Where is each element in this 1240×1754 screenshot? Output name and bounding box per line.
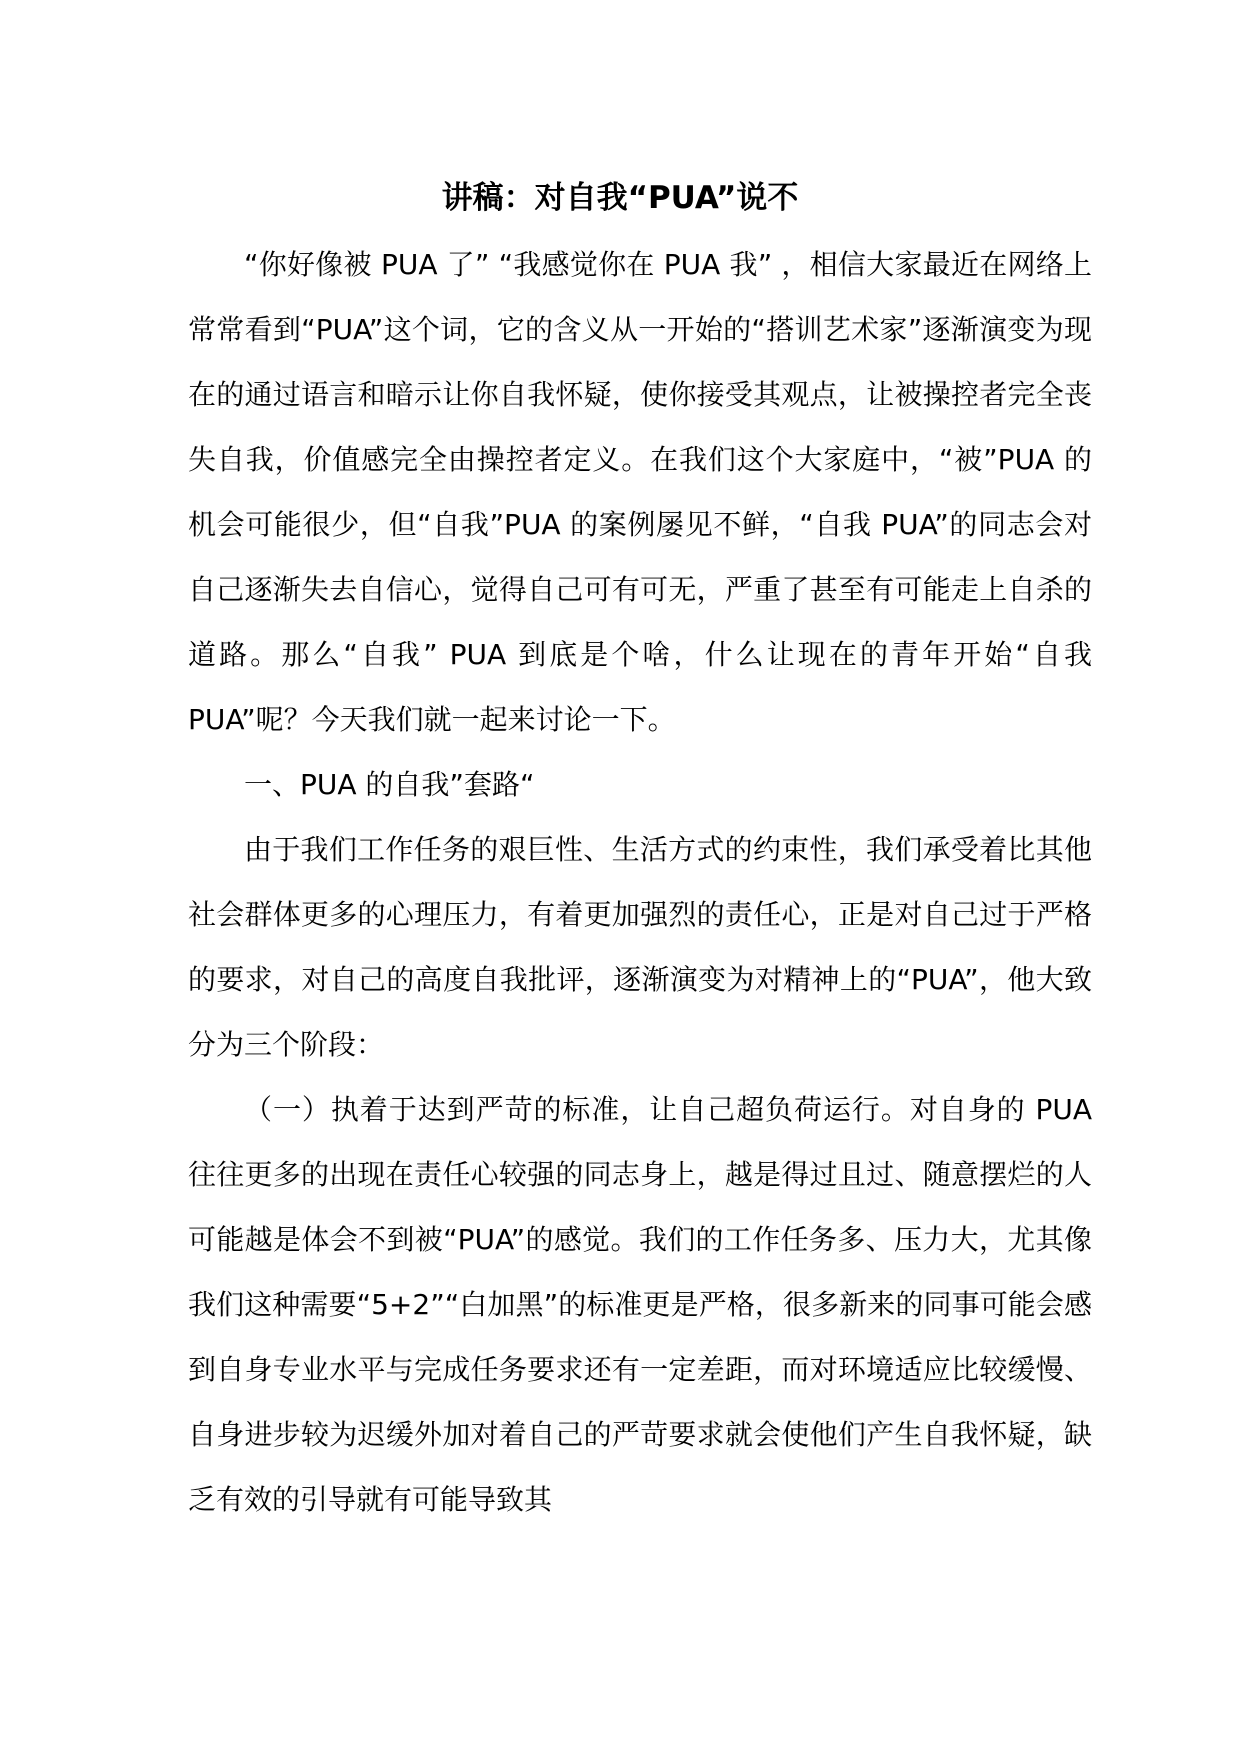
- document-body: [188, 232, 1092, 1532]
- paragraph-stage-1: （一）执着于达到严苛的标准，让自己超负荷运行。对自身的 PUA 往往更多的出现在责任心较强的同志身上，越是得过且过、随意摆烂的人可能越是体会不到被“PUA”的感觉。我们的工作任务多、压力大，尤其像我们这种需要“5+2”“白加黑”的标准更是严格，很多新来的同事可能会感到自身专业水平与完成任务要求还有一定差距，而对环境适应比较缓慢、自身进步较为迟缓外加对着自己的严苛要求就会使他们产生自我怀疑，缺乏有效的引导就有可能导致其: [188, 1093, 1092, 1516]
- section-heading-1: 一、PUA 的自我”套路“: [244, 768, 535, 801]
- paragraph-pressure: 由于我们工作任务的艰巨性、生活方式的约束性，我们承受着比其他社会群体更多的心理压力，有着更加强烈的责任心，正是对自己过于严格的要求，对自己的高度自我批评，逐渐演变为对精神上的“PUA”，他大致分为三个阶段：: [188, 833, 1092, 1061]
- document-title: 讲稿：对自我“PUA”说不: [441, 180, 799, 216]
- paragraph-intro: “你好像被 PUA 了” “我感觉你在 PUA 我” ，相信大家最近在网络上常常看到“PUA”这个词，它的含义从一开始的“搭训艺术家”逐渐演变为现在的通过语言和暗示让你自我怀疑，使你接受其观点，让被操控者完全丧失自我，价值感完全由操控者定义。在我们这个大家庭中，“被”PUA 的机会可能很少，但“自我”PUA 的案例屡见不鲜，“自我 PUA”的同志会对自己逐渐失去自信心，觉得自己可有可无，严重了甚至有可能走上自杀的道路。那么“自我” PUA 到底是个啥，什么让现在的青年开始“自我 PUA”呢？今天我们就一起来讨论一下。: [188, 248, 1092, 736]
